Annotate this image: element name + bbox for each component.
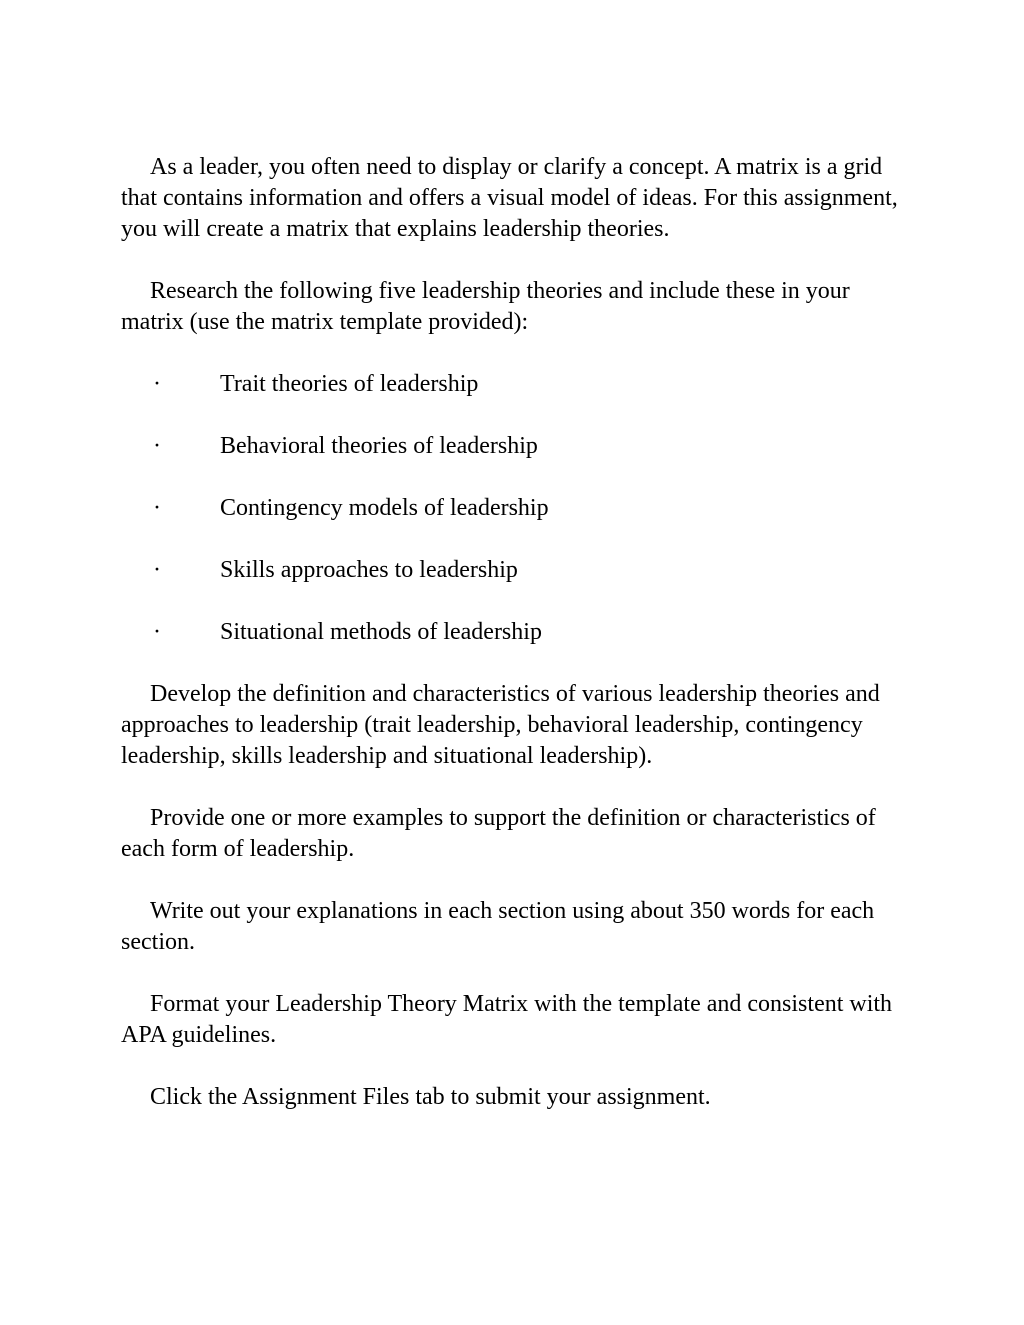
- intro-paragraph-matrix: As a leader, you often need to display or clarify a concept. A matrix is a grid that contains information and offers a visual model of ideas. For this assignment, you will create a matrix that explains leadership theories.: [121, 154, 898, 242]
- bullet-icon: ·: [153, 433, 161, 459]
- list-item: [121, 431, 901, 462]
- list-item: [121, 555, 901, 586]
- list-item-text: Skills approaches to leadership: [220, 557, 518, 583]
- leadership-theories-list: [121, 369, 901, 648]
- bullet-icon: ·: [153, 371, 161, 397]
- list-item-text: Situational methods of leadership: [220, 619, 542, 645]
- outro-paragraph-format: Format your Leadership Theory Matrix with the template and consistent with APA guidelines.: [121, 991, 893, 1048]
- outro-paragraph-submit: Click the Assignment Files tab to submit your assignment.: [150, 1084, 711, 1110]
- list-item-text: Trait theories of leadership: [220, 371, 479, 397]
- list-item: [121, 493, 901, 524]
- outro-paragraph-definition: Develop the definition and characteristics of various leadership theories and approaches to leadership (trait leadership, behavioral leadership, contingency leadership, skills leadership and situational leadership).: [121, 681, 880, 769]
- list-item: [121, 369, 901, 400]
- bullet-icon: ·: [153, 619, 161, 645]
- outro-paragraph-examples: Provide one or more examples to support the definition or characteristics of each form of leadership.: [121, 805, 876, 862]
- bullet-icon: ·: [153, 495, 161, 521]
- outro-paragraph-word-count: Write out your explanations in each section using about 350 words for each section.: [121, 898, 875, 955]
- intro-paragraph-research: Research the following five leadership theories and include these in your matrix (use the matrix template provided):: [121, 278, 850, 335]
- list-item: [121, 617, 901, 648]
- list-item-text: Behavioral theories of leadership: [220, 433, 538, 459]
- bullet-icon: ·: [153, 557, 161, 583]
- list-item-text: Contingency models of leadership: [220, 495, 549, 521]
- document-page: [121, 152, 901, 1113]
